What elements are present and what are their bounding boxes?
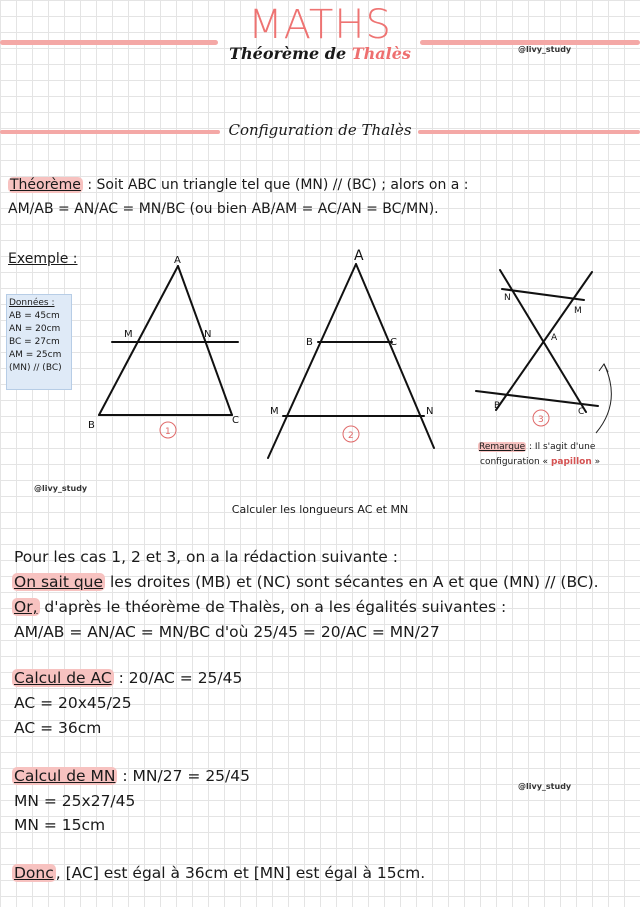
donnees-line: BC = 27cm <box>9 337 60 347</box>
fig1-number: 1 <box>165 427 171 437</box>
redaction-intro: Pour les cas 1, 2 et 3, on a la rédaction suivante : <box>14 548 398 566</box>
exercise-prompt: Calculer les longueurs AC et MN <box>231 503 409 516</box>
fig1-label-A: A <box>174 255 181 266</box>
redaction-line-2 <box>12 598 506 616</box>
author-handle-top: @livy_study <box>518 45 572 54</box>
example-label: Exemple : <box>8 251 78 267</box>
fig2-label-N: N <box>426 406 434 417</box>
fig3-label-N: N <box>504 293 511 303</box>
fig2-label-A: A <box>354 248 364 264</box>
redaction-line-3: AM/AB = AN/AC = MN/BC d'où 25/45 = 20/AC = MN/27 <box>14 623 440 641</box>
calc-ac-label: Calcul de AC <box>14 669 112 687</box>
calc-ac-equation: : 20/AC = 25/45 <box>113 669 243 687</box>
fig1-label-C: C <box>232 415 239 426</box>
calc-mn-equation: : MN/27 = 25/45 <box>117 767 250 785</box>
on-sait-que-label: On sait que <box>14 573 104 591</box>
section-title: Configuration de Thalès <box>228 121 412 139</box>
fig2-label-B: B <box>306 337 313 348</box>
calc-mn-line-2: MN = 25x27/45 <box>14 792 136 810</box>
theorem-label: Théorème <box>10 177 81 193</box>
fig2-label-C: C <box>390 337 397 348</box>
remark-line-2 <box>480 457 600 467</box>
or-label: Or, <box>14 598 38 616</box>
calc-mn-label: Calcul de MN <box>14 767 116 785</box>
remark-text-2c: » <box>591 457 601 467</box>
calc-ac-line-1 <box>12 669 242 687</box>
fig1-label-B: B <box>88 420 95 431</box>
fig2-label-M: M <box>270 406 279 417</box>
remark-text-2b: papillon <box>550 457 592 467</box>
fig3-label-A: A <box>551 333 558 343</box>
theorem-line-2: AM/AB = AN/AC = MN/BC (ou bien AB/AM = AC/AN = BC/MN). <box>8 201 439 217</box>
fig2-number: 2 <box>348 431 354 441</box>
remark-label: Remarque <box>479 442 526 452</box>
redaction-line-1-text: les droites (MB) et (NC) sont sécantes en A et que (MN) // (BC). <box>105 573 599 591</box>
calc-ac-line-2: AC = 20x45/25 <box>14 694 132 712</box>
fig1-label-M: M <box>124 329 133 340</box>
donnees-line: AM = 25cm <box>9 350 62 360</box>
fig3-number: 3 <box>538 415 544 425</box>
remark-text-1: : Il s'agit d'une <box>526 442 596 452</box>
calc-mn-line-3: MN = 15cm <box>14 816 106 834</box>
theorem-text: : Soit ABC un triangle tel que (MN) // (BC) ; alors on a : <box>82 177 469 193</box>
remark-arrow-icon <box>596 364 611 433</box>
donc-label: Donc <box>14 864 54 882</box>
fig3-label-C: C <box>578 407 585 417</box>
fig3-label-B: B <box>494 401 501 411</box>
donnees-line: (MN) // (BC) <box>9 363 62 373</box>
donnees-line: AN = 20cm <box>9 324 61 334</box>
remark-text-2a: configuration « <box>480 457 551 467</box>
conclusion-text: , [AC] est égal à 36cm et [MN] est égal à 15cm. <box>55 864 426 882</box>
subtitle-part-a: Théorème de <box>229 44 352 63</box>
page-title: MATHS <box>248 2 392 48</box>
redaction-line-2-text: d'après le théorème de Thalès, on a les égalités suivantes : <box>39 598 507 616</box>
author-handle-mid: @livy_study <box>34 484 88 493</box>
calc-ac-line-3: AC = 36cm <box>14 719 102 737</box>
fig3-label-M: M <box>574 306 582 316</box>
conclusion-line <box>12 864 425 882</box>
fig1-label-N: N <box>204 329 212 340</box>
author-handle-low: @livy_study <box>518 782 572 791</box>
donnees-line: AB = 45cm <box>9 311 60 321</box>
redaction-line-1 <box>12 573 599 591</box>
calc-mn-line-1 <box>12 767 250 785</box>
donnees-line: Données : <box>9 298 55 308</box>
remark-line-1 <box>478 442 595 452</box>
subtitle-part-b: Thalès <box>351 44 411 63</box>
